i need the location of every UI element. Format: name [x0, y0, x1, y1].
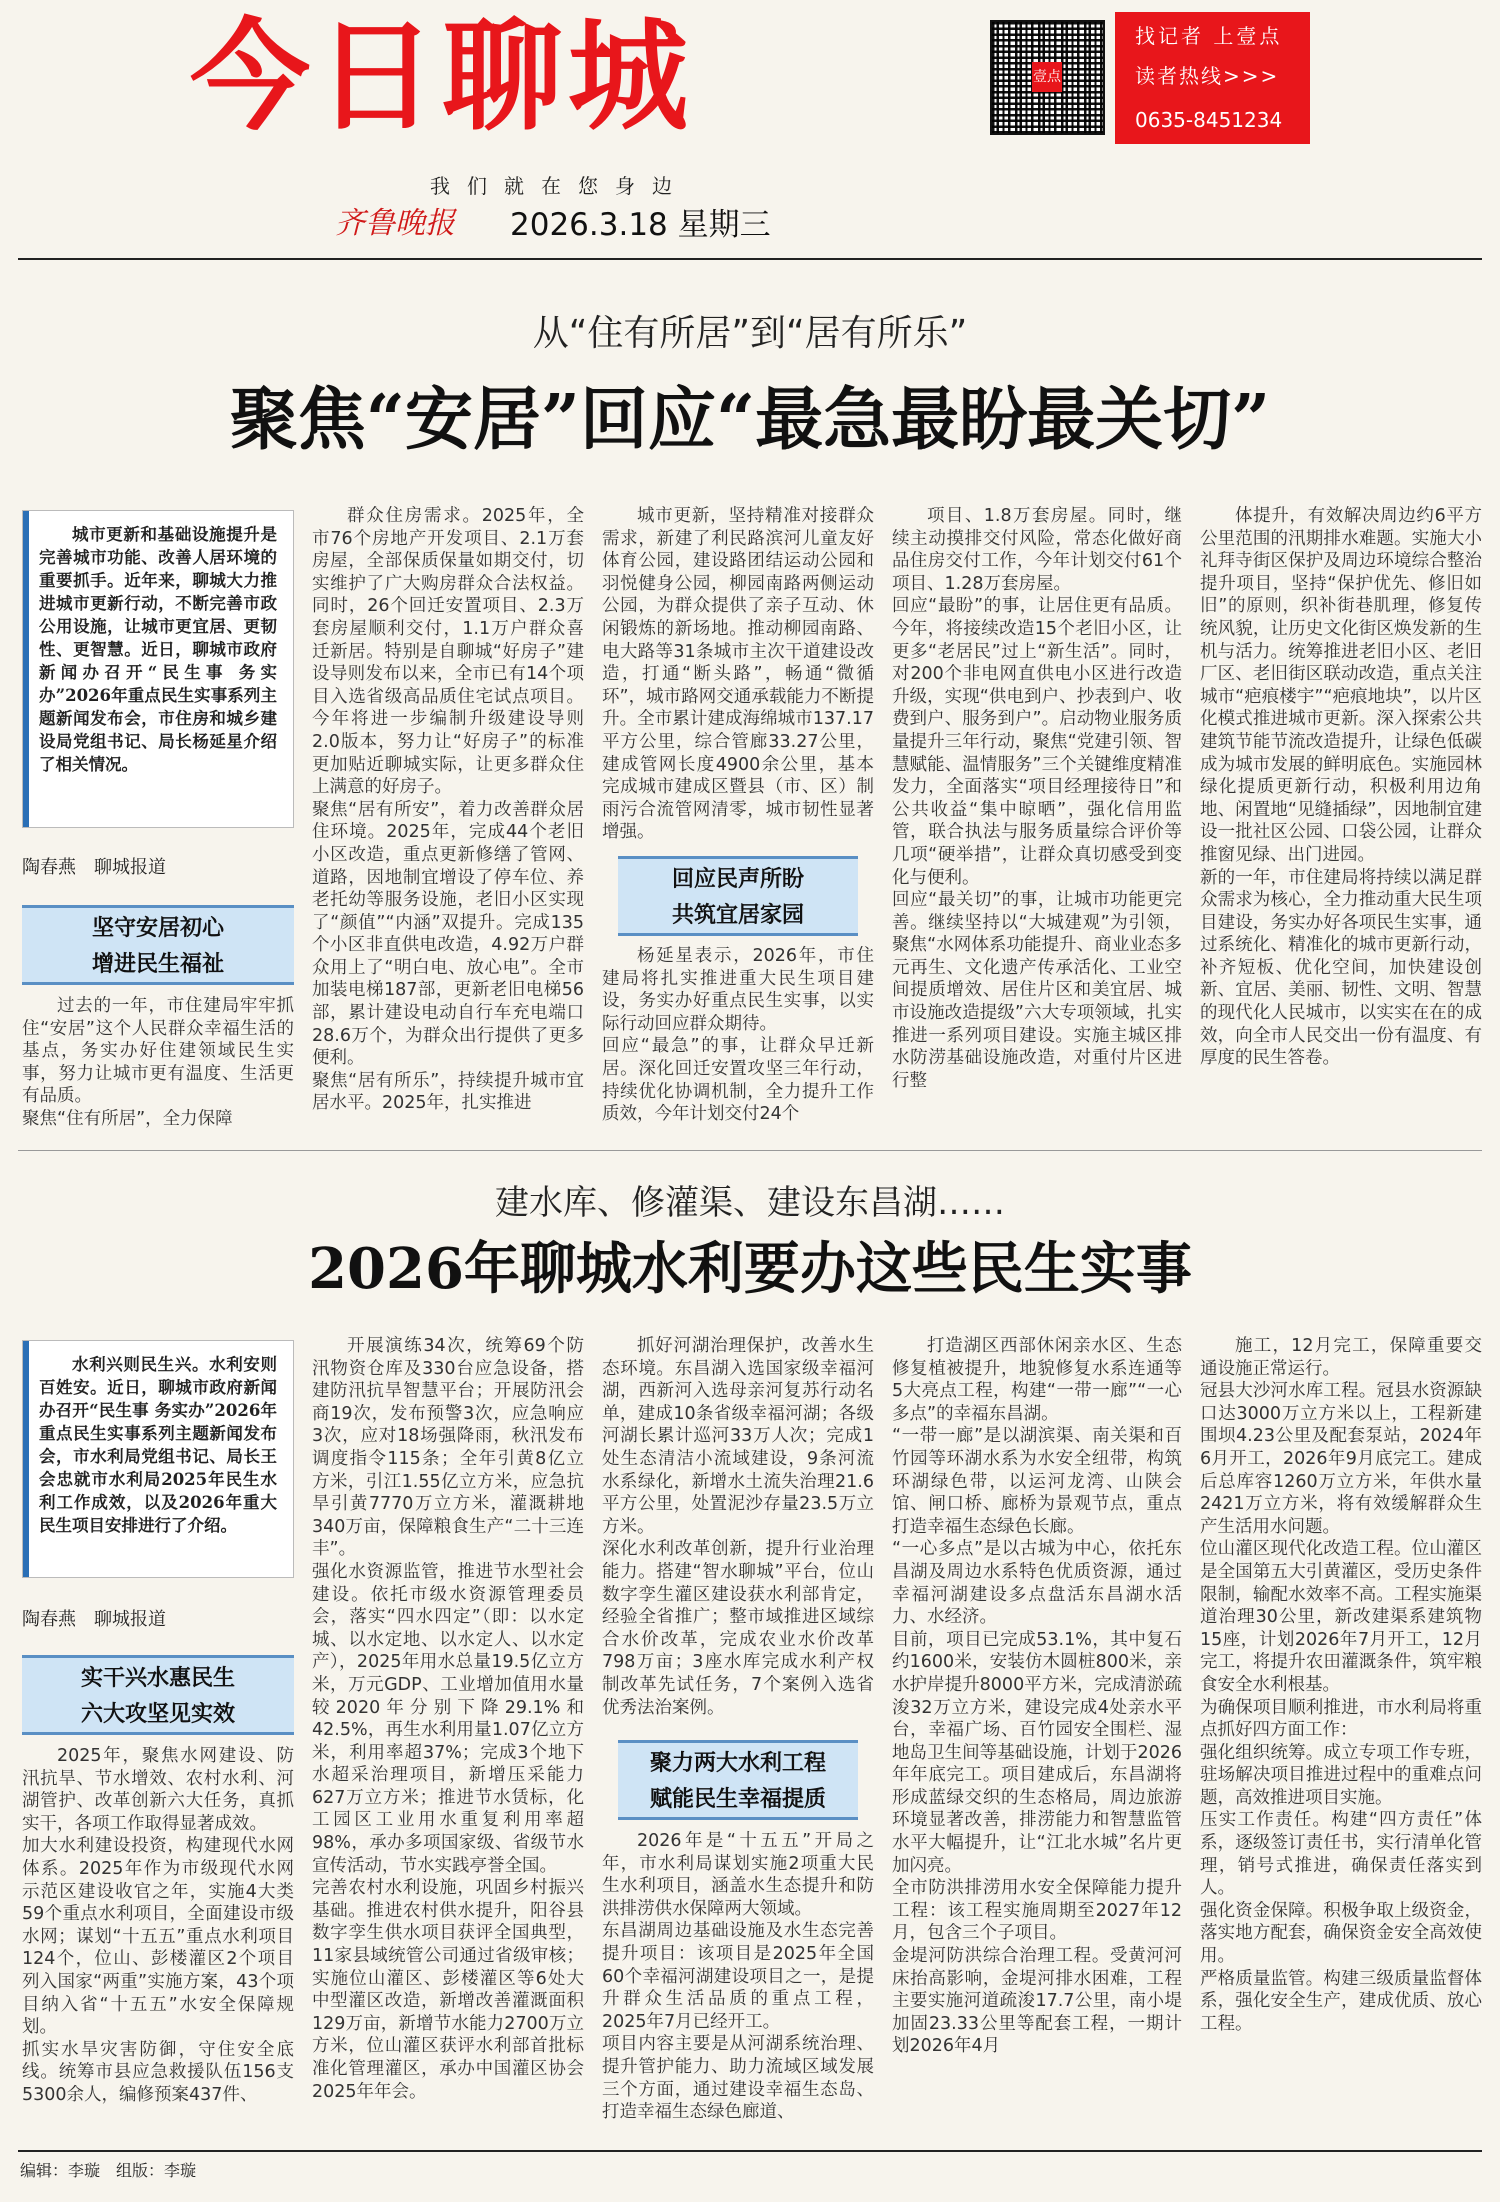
story2-lead-text: 水利兴则民生兴。水利安则百姓安。近日，聊城市政府新闻办召开“民生事 务实办”2026年重点民生实事系列主题新闻发布会，市水利局党组书记、局长王会忠就市水利局2025年民生水利工作成效，以及2026年重大民生项目安排进行了介绍。	[39, 1355, 277, 1535]
story1-col1	[22, 995, 294, 1135]
story1-section2-title: 回应民声所盼 共筑宜居家园	[618, 856, 858, 936]
story2-col1	[22, 1745, 294, 2145]
paper-name: 齐鲁晚报	[335, 206, 455, 241]
story2-col3b-text: 2026年是“十五五”开局之年，市水利局谋划实施2项重大民生水利项目，涵盖水生态提升和防洪排涝供水保障两大领域。 东昌湖周边基础设施及水生态完善提升项目：该项目是2025年全国60个幸福河湖建设项目之一，是提升群众生活品质的重点工程，2025年7月已经开工。 项目内容主要是从河湖系统治理、提升管护能力、助力流域区域发展三个方面，通过建设幸福生态岛、打造幸福生态绿色廊道、	[602, 1831, 874, 2123]
story2-col5-text: 施工，12月完工，保障重要交通设施正常运行。 冠县大沙河水库工程。冠县水资源缺口达3000万立方米以上，工程新建围坝4.23公里及配套泵站，2024年6月开工，2026年9月底完工。建成后总库容1260万立方米，年供水量2421万立方米，将有效缓解群众生产生活用水问题。 位山灌区现代化改造工程。位山灌区是全国第五大引黄灌区，受历史条件限制，输配水效率不高。工程实施渠道治理30公里，新改建渠系建筑物15座，计划2026年7月开工，12月完工，将提升农田灌溉条件，筑牢粮食安全水利根基。 为确保项目顺利推进，市水利局将重点抓好四方面工作： 强化组织统筹。成立专项工作专班，驻场解决项目推进过程中的重难点问题，高效推进项目实施。 压实工作责任。构建“四方责任”体系，逐级签订责任书，实行清单化管理，销号式推进，确保责任落实到人。 强化资金保障。积极争取上级资金，落实地方配套，确保资金安全高效使用。 严格质量监管。构建三级质量监督体系，强化安全生产，建成优质、放心工程。	[1200, 1336, 1482, 2034]
story1-byline: 陶春燕 聊城报道	[22, 857, 166, 878]
publication-date	[510, 199, 771, 244]
story1-subtitle: 从“住有所居”到“居有所乐”	[532, 313, 968, 354]
story2-col3b	[602, 1830, 874, 2145]
story1-col4-text: 项目、1.8万套房屋。同时，继续主动摸排交付风险，常态化做好商品住房交付工作，今年计划交付61个项目、1.28万套房屋。 回应“最盼”的事，让居住更有品质。今年，将接续改造15个老旧小区，让更多“老居民”过上“新生活”。同时，对200个非电网直供电小区进行改造升级，实现“供电到户、抄表到户、收费到户、服务到户”。启动物业服务质量提升三年行动，聚焦“党建引领、智慧赋能、温情服务”三个关键维度精准发力，全面落实“项目经理接待日”和公共收益“集中晾晒”，强化信用监管，联合执法与服务质量综合评价等几项“硬举措”，让群众真切感受到变化与便利。 回应“最关切”的事，让城市功能更完善。继续坚持以“大城建观”为引领，聚焦“水网体系功能提升、商业业态多元再生、文化遗产传承活化、工业空间提质增效、居住片区和美宜居、城市设施改造提级”六大专项领域，扎实推进一系列项目建设。实施主城区排水防涝基础设施改造，对重付片区进行整	[892, 506, 1182, 1091]
footer-credits: 编辑：李璇 组版：李璇	[20, 2161, 197, 2180]
story2-headline: 2026年聊城水利要办这些民生实事	[308, 1236, 1192, 1302]
hotline-line2: 读者热线>>>	[1135, 64, 1280, 88]
story1-headline: 聚焦“安居”回应“最急最盼最关切”	[229, 380, 1271, 460]
story2-subtitle: 建水库、修灌渠、建设东昌湖……	[495, 1183, 1005, 1223]
story1-col2-text: 群众住房需求。2025年，全市76个房地产开发项目、2.1万套房屋，全部保质保量如期交付，切实维护了广大购房群众合法权益。同时，26个回迁安置项目、2.3万套房屋顺利交付，1.1万户群众喜迁新居。特别是自聊城“好房子”建设导则发布以来，全市已有14个项目入选省级高品质住宅试点项目。今年将进一步编制升级建设导则2.0版本，努力让“好房子”的标准更加贴近聊城实际，让更多群众住上满意的好房子。 聚焦“居有所安”，着力改善群众居住环境。2025年，完成44个老旧小区改造，重点更新修缮了管网、道路，因地制宜增设了停车位、养老托幼等服务设施，老旧小区实现了“颜值”“内涵”双提升。完成135个小区非直供电改造，4.92万户群众用上了“明白电、放心电”。全市加装电梯187部，更新老旧电梯56部，累计建设电动自行车充电端口28.6万个，为群众出行提供了更多便利。 聚焦“居有所乐”，持续提升城市宜居水平。2025年，扎实推进	[312, 506, 584, 1114]
story1-col3b	[602, 945, 874, 1137]
story1-col5	[1200, 505, 1482, 1137]
story1-col3-text: 城市更新，坚持精准对接群众需求，新建了利民路滨河儿童友好体育公园，建设路团结运动公园和羽悦健身公园，柳园南路两侧运动公园，为群众提供了亲子互动、休闲锻炼的新场地。推动柳园南路、电大路等31条城市主次干道建设改造，打通“断头路”，畅通“微循环”，城市路网交通承载能力不断提升。全市累计建成海绵城市137.17平方公里，综合管廊33.27公里，建成管网长度4900余公里，基本完成城市建成区暨县（市、区）制雨污合流管网清零，城市韧性显著增强。	[602, 506, 874, 843]
weekday: 星期三	[677, 207, 771, 243]
story1-lead-text: 城市更新和基础设施提升是完善城市功能、改善人居环境的重要抓手。近年来，聊城大力推进城市更新行动，不断完善市政公用设施，让城市更宜居、更韧性、更智慧。近日，聊城市政府新闻办召开“民生事 务实办”2026年重点民生实事系列主题新闻发布会，市住房和城乡建设局党组书记、局长杨延星介绍了相关情况。	[39, 525, 277, 774]
masthead-logo: 今日聊城	[190, 8, 694, 147]
story2-col5	[1200, 1335, 1482, 2145]
story2-lead	[22, 1340, 294, 1578]
story1-lead	[22, 510, 294, 828]
story2-col4	[892, 1335, 1182, 2145]
story1-col4	[892, 505, 1182, 1137]
story1-col1-text: 过去的一年，市住建局牢牢抓住“安居”这个人民群众幸福生活的基点，务实办好住建领域民生实事，努力让城市更有温度、生活更有品质。 聚焦“住有所居”，全力保障	[22, 996, 294, 1129]
story1-col2	[312, 505, 584, 1137]
story2-col3-text: 抓好河湖治理保护，改善水生态环境。东昌湖入选国家级幸福河湖，西新河入选母亲河复苏行动名单，建成10条省级幸福河湖；各级河湖长累计巡河33万人次；完成1处生态清洁小流域建设，9条河流水系绿化，新增水土流失治理21.6平方公里，处置泥沙存量23.5万立方米。 深化水利改革创新，提升行业治理能力。搭建“智水聊城”平台，位山数字孪生灌区建设获水利部肯定，经验全省推广；整市域推进区域综合水价改革，完成农业水价改革798万亩；3座水库完成水利产权制改革先试任务，7个案例入选省优秀法治案例。	[602, 1336, 874, 1718]
story1-col5-text: 体提升，有效解决周边约6平方公里范围的汛期排水难题。实施大小礼拜寺街区保护及周边环境综合整治提升项目，坚持“保护优先、修旧如旧”的原则，织补街巷肌理，修复传统风貌，让历史文化街区焕发新的生机与活力。统筹推进老旧小区、老旧厂区、老旧街区联动改造，重点关注城市“疤痕楼宇”“疤痕地块”，以片区化模式推进城市更新。深入探索公共建筑节能节流改造提升，让绿色低碳成为城市发展的鲜明底色。实施园林绿化提质更新行动，积极利用边角地、闲置地“见缝插绿”，因地制宜建设一批社区公园、口袋公园，让群众推窗见绿、出门进园。 新的一年，市住建局将持续以满足群众需求为核心，全力推动重大民生项目建设，务实办好各项民生实事，通过系统化、精准化的城市更新行动，补齐短板、优化空间，加快建设创新、宜居、美丽、韧性、文明、智慧的现代化人民城市，以实实在在的成效，向全市人民交出一份有温度、有厚度的民生答卷。	[1200, 506, 1482, 1069]
masthead-divider	[18, 258, 1482, 260]
date: 2026.3.18	[510, 207, 668, 243]
footer-divider	[18, 2150, 1482, 2152]
story2-col2	[312, 1335, 584, 2145]
story1-section1-title: 坚守安居初心 增进民生福祉	[22, 905, 294, 985]
hotline-phone: 0635-8451234	[1135, 108, 1283, 132]
hotline-line1: 找记者 上壹点	[1135, 24, 1283, 48]
story2-col3	[602, 1335, 874, 1735]
story-divider	[18, 1150, 1482, 1151]
story2-section2-title: 聚力两大水利工程 赋能民生幸福提质	[618, 1740, 858, 1820]
story2-byline: 陶春燕 聊城报道	[22, 1609, 166, 1630]
masthead-slogan: 我们就在您身边	[430, 174, 689, 198]
story2-col1-text: 2025年，聚焦水网建设、防汛抗旱、节水增效、农村水利、河湖管护、改革创新六大任务，真抓实干，各项工作取得显著成效。 加大水利建设投资，构建现代水网体系。2025年作为市级现代水网示范区建设收官之年，实施4大类59个重点水利项目，全面建设市级水网；谋划“十五五”重点水利项目124个，位山、彭楼灌区2个项目列入国家“两重”实施方案，43个项目纳入省“十五五”水安全保障规划。 抓实水旱灾害防御，守住安全底线。统筹市县应急救援队伍156支5300余人，编修预案437件、	[22, 1746, 294, 2105]
qr-badge: 壹点	[1032, 62, 1062, 92]
story2-section1-title: 实干兴水惠民生 六大攻坚见实效	[22, 1655, 294, 1735]
story1-col3b-text: 杨延星表示，2026年，市住建局将扎实推进重大民生项目建设，务实办好重点民生实事，以实际行动回应群众期待。 回应“最急”的事，让群众早迁新居。深化回迁安置攻坚三年行动，持续优化协调机制，全力提升工作质效，今年计划交付24个	[602, 946, 874, 1125]
story1-col3	[602, 505, 874, 845]
story2-col4-text: 打造湖区西部休闲亲水区、生态修复植被提升，地貌修复水系连通等5大亮点工程，构建“一带一廊”“一心多点”的幸福东昌湖。 “一带一廊”是以湖滨渠、南关渠和百竹园等环湖水系为水安全纽带，构筑环湖绿色带，以运河龙湾、山陕会馆、闸口桥、廊桥为景观节点，重点打造幸福生态绿色长廊。 “一心多点”是以古城为中心，依托东昌湖及周边水系特色优质资源，通过幸福河湖建设多点盘活东昌湖水活力、水经济。 目前，项目已完成53.1%，其中复石约1600米，安装仿木圆桩800米，亲水护岸提升8000平方米，完成清淤疏浚32万立方米，建设完成4处亲水平台，幸福广场、百竹园安全围栏、湿地岛卫生间等基础设施，计划于2026年年底完工。项目建成后，东昌湖将形成蓝绿交织的生态格局，周边旅游环境显著改善，排涝能力和智慧监管水平大幅提升，让“江北水城”名片更加闪亮。 全市防洪排涝用水安全保障能力提升工程：该工程实施周期至2027年12月，包含三个子项目。 金堤河防洪综合治理工程。受黄河河床抬高影响，金堤河排水困难，工程主要实施河道疏浚17.7公里，南小堤加固23.33公里等配套工程，一期计划2026年4月	[892, 1336, 1182, 2057]
story2-col2-text: 开展演练34次，统筹69个防汛物资仓库及330台应急设备，搭建防汛抗旱智慧平台；开展防汛会商19次，发布预警3次，应急响应3次，应对18场强降雨，秋汛发布调度指令115条；全年引黄8亿立方米，引江1.55亿立方米，应急抗旱引黄7770万立方米，灌溉耕地340万亩，保障粮食生产“二十三连丰”。 强化水资源监管，推进节水型社会建设。依托市级水资源管理委员会，落实“四水四定”（即：以水定城、以水定地、以水定人、以水定产），2025年用水总量19.5亿立方米，万元GDP、工业增加值用水量较2020年分别下降29.1%和42.5%，再生水利用量1.07亿立方米，利用率超37%；完成3个地下水超采治理项目，新增压采能力627万立方米；推进节水赁标，化工园区工业用水重复利用率超98%，承办多项国家级、省级节水宣传活动，节水实践亭誉全国。 完善农村水利设施，巩固乡村振兴基础。推进农村供水提升，阳谷县数字孪生供水项目获评全国典型，11家县域统管公司通过省级审核；实施位山灌区、彭楼灌区等6处大中型灌区改造，新增改善灌溉面积129万亩，新增节水能力2700万立方米，位山灌区获评水利部首批标准化管理灌区，承办中国灌区协会2025年年会。	[312, 1336, 584, 2102]
